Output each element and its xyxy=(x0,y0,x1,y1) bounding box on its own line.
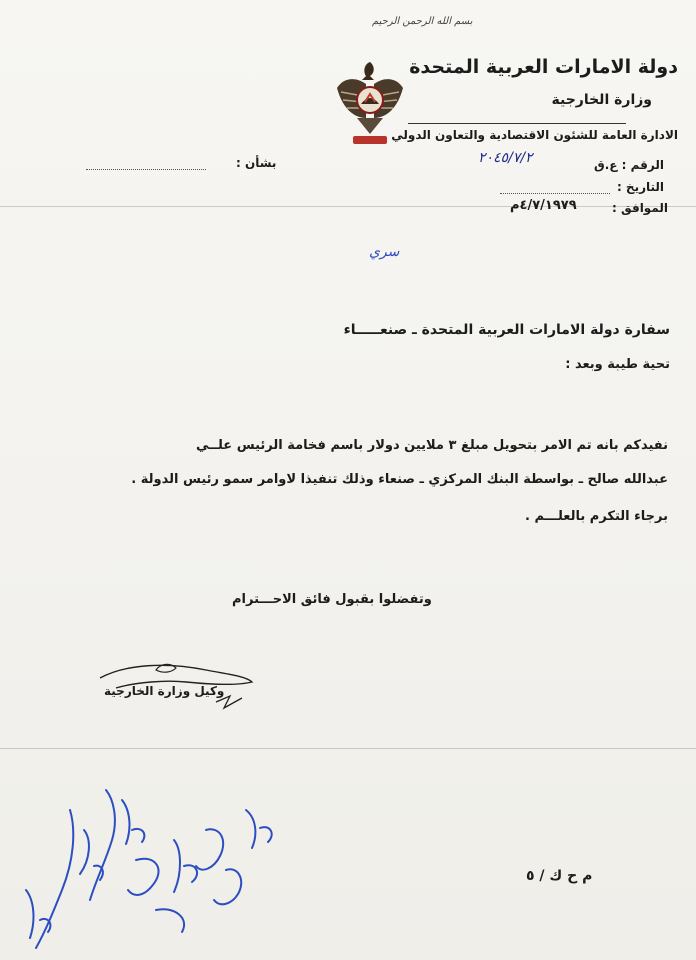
greeting: تحية طيبة وبعد : xyxy=(565,357,670,372)
date-label: التاريخ : xyxy=(616,180,664,194)
handwritten-annotation-icon xyxy=(6,770,296,960)
ministry-name: وزارة الخارجية xyxy=(551,92,652,108)
body-paragraph: نفيدكم بانه تم الامر بتحويل مبلغ ٣ ملايين دولار باسم فخامة الرئيس علــي xyxy=(195,438,668,453)
classification-stamp: سري xyxy=(369,244,400,260)
body-paragraph: برجاء التكرم بالعلـــم . xyxy=(524,509,668,524)
addressee: سفارة دولة الامارات العربية المتحدة ـ صنعـــــاء xyxy=(343,322,670,338)
fold-line xyxy=(0,748,696,749)
basmala: بسم الله الرحمن الرحيم xyxy=(372,16,473,27)
reference-label: الرقم : ع.ق xyxy=(594,158,664,172)
corresponding-label: الموافق : xyxy=(612,201,668,215)
header-divider xyxy=(408,123,626,124)
department-name: الادارة العامة للشئون الاقتصادية والتعاون الدولي xyxy=(391,128,678,142)
corresponding-date: ٤/٧/١٩٧٩م xyxy=(510,198,577,213)
footer-reference: م ح ك / ٥ xyxy=(526,868,593,884)
signatory-title: وكيل وزارة الخارجية xyxy=(104,684,225,698)
body-paragraph: عبدالله صالح ـ بواسطة البنك المركزي ـ صنعاء وذلك تنفيذا لاوامر سمو رئيس الدولة . xyxy=(131,472,668,487)
state-name: دولة الامارات العربية المتحدة xyxy=(409,56,678,78)
reference-number: ٢٠٤٥/٧/٢ xyxy=(478,150,533,166)
date-dotted-line xyxy=(500,192,610,194)
fold-line xyxy=(0,206,696,207)
closing-line: وتفضلوا بقبول فائق الاحـــترام xyxy=(232,592,432,607)
subject-dotted-line xyxy=(86,168,206,170)
subject-label: بشأن : xyxy=(236,156,277,170)
